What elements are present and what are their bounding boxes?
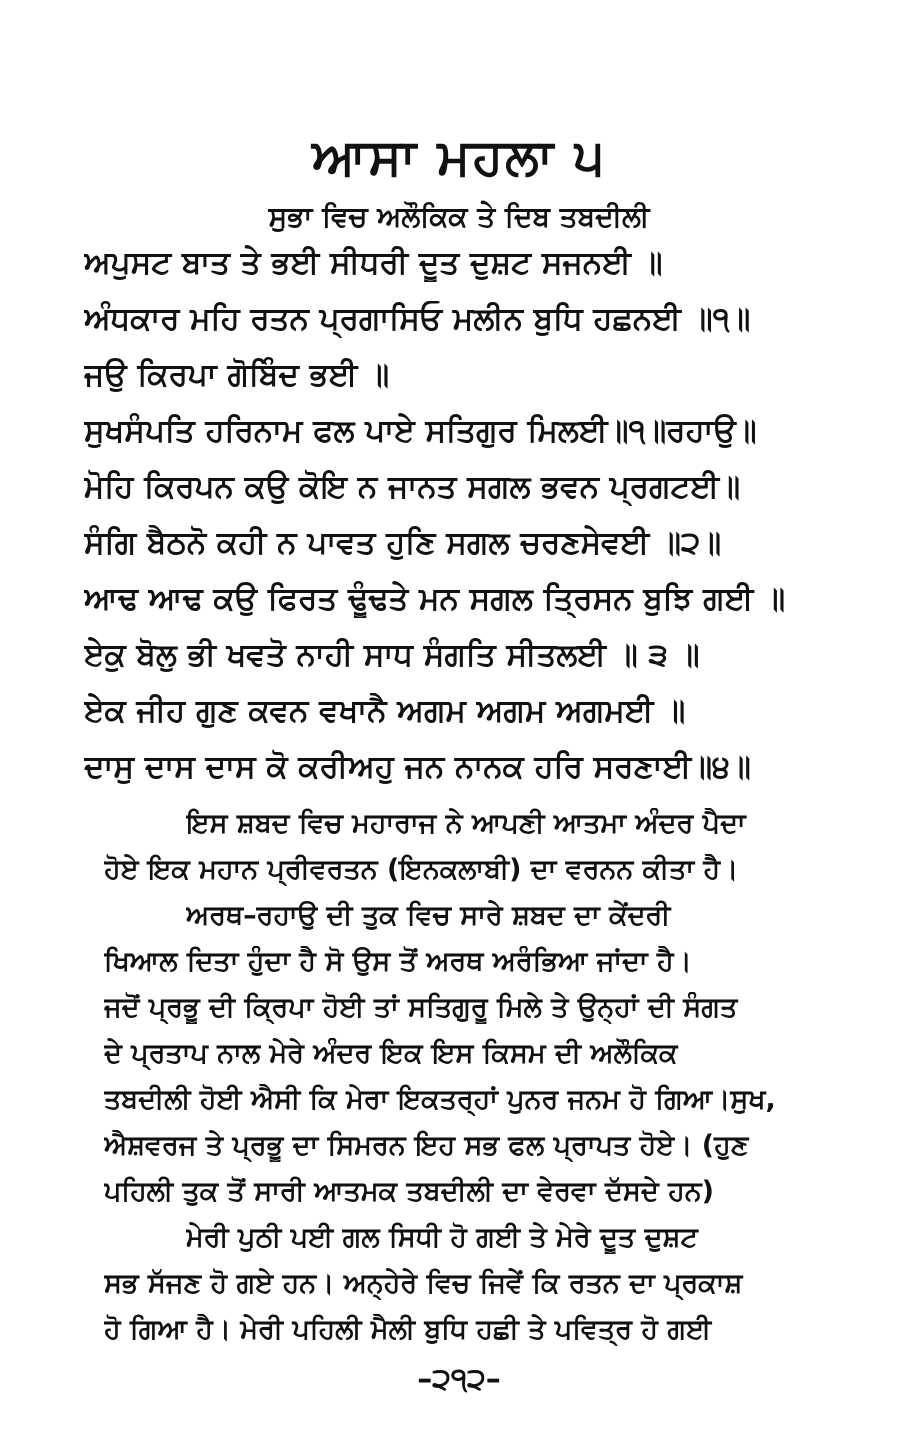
commentary-line: ਮੇਰੀ ਪੁਠੀ ਪਈ ਗਲ ਸਿਧੀ ਹੋ ਗਈ ਤੇ ਮੇਰੇ ਦੂਤ ਦੁਸ਼ਟ: [186, 1222, 698, 1253]
verse-line: ਆਢ ਆਢ ਕਉ ਫਿਰਤ ਢੂੰਢਤੇ ਮਨ ਸਗਲ ਤ੍ਰਿਸਨ ਬੁਝਿ ਗਈ ॥: [84, 581, 786, 617]
verse-line: ਅੰਧਕਾਰ ਮਹਿ ਰਤਨ ਪ੍ਰਗਾਸਿਓ ਮਲੀਨ ਬੁਧਿ ਹਛਨਈ ॥੧॥: [84, 301, 751, 337]
commentary-line: ਹੋ ਗਿਆ ਹੈ। ਮੇਰੀ ਪਹਿਲੀ ਮੈਲੀ ਬੁਧਿ ਹਛੀ ਤੇ ਪਵਿਤ੍ਰ ਹੋ ਗਈ: [104, 1314, 712, 1345]
commentary-line: ਜਦੋਂ ਪ੍ਰਭੂ ਦੀ ਕ੍ਰਿਪਾ ਹੋਈ ਤਾਂ ਸਤਿਗੁਰੂ ਮਿਲੇ ਤੇ ਉਨ੍ਹਾਂ ਦੀ ਸੰਗਤ: [104, 992, 738, 1023]
commentary-line: ਖਿਆਲ ਦਿਤਾ ਹੁੰਦਾ ਹੈ ਸੋ ਉਸ ਤੋਂ ਅਰਥ ਅਰੰਭਿਆ ਜਾਂਦਾ ਹੈ।: [104, 946, 692, 977]
commentary-line: ਹੋਏ ਇਕ ਮਹਾਨ ਪ੍ਰੀਵਰਤਨ (ਇਨਕਲਾਬੀ) ਦਾ ਵਰਨਨ ਕੀਤਾ ਹੈ।: [104, 854, 739, 885]
page-number: –੨੧੨–: [417, 1362, 501, 1397]
commentary-line: ਇਸ ਸ਼ਬਦ ਵਿਚ ਮਹਾਰਾਜ ਨੇ ਆਪਣੀ ਆਤਮਾ ਅੰਦਰ ਪੈਦਾ: [186, 808, 746, 839]
commentary-line: ਐਸ਼ਵਰਜ ਤੇ ਪ੍ਰਭੂ ਦਾ ਸਿਮਰਨ ਇਹ ਸਭ ਫਲ ਪ੍ਰਾਪਤ ਹੋਏ। (ਹੁਣ: [104, 1130, 749, 1161]
verse-line: ਜਉ ਕਿਰਪਾ ਗੋਬਿੰਦ ਭਈ ॥: [84, 357, 390, 393]
verse-line: ਅਪੁਸਟ ਬਾਤ ਤੇ ਭਈ ਸੀਧਰੀ ਦੂਤ ਦੁਸ਼ਟ ਸਜਨਈ ॥: [84, 245, 663, 281]
page-subtitle: ਸੁਭਾ ਵਿਚ ਅਲੌਕਿਕ ਤੇ ਦਿਬ ਤਬਦੀਲੀ: [268, 200, 650, 233]
page-title: ਆਸਾ ਮਹਲਾ ੫: [312, 128, 606, 186]
verse-line: ਏਕੁ ਬੋਲੁ ਭੀ ਖਵਤੋ ਨਾਹੀ ਸਾਧ ਸੰਗਤਿ ਸੀਤਲਈ ॥ ੩ ॥: [84, 637, 700, 673]
commentary-line: ਸਭ ਸੱਜਣ ਹੋ ਗਏ ਹਨ। ਅਨ੍ਹੇਰੇ ਵਿਚ ਜਿਵੇਂ ਕਿ ਰਤਨ ਦਾ ਪ੍ਰਕਾਸ਼: [104, 1268, 743, 1299]
verse-line: ਦਾਸੁ ਦਾਸ ਦਾਸ ਕੋ ਕਰੀਅਹੁ ਜਨ ਨਾਨਕ ਹਰਿ ਸਰਣਾਈ॥੪॥: [84, 749, 751, 785]
verse-line: ਮੋਹਿ ਕਿਰਪਨ ਕਉ ਕੋਇ ਨ ਜਾਨਤ ਸਗਲ ਭਵਨ ਪ੍ਰਗਟਈ॥: [84, 469, 741, 505]
commentary-line: ਦੇ ਪ੍ਰਤਾਪ ਨਾਲ ਮੇਰੇ ਅੰਦਰ ਇਕ ਇਸ ਕਿਸਮ ਦੀ ਅਲੌਕਿਕ: [104, 1038, 678, 1069]
verse-line: ਏਕ ਜੀਹ ਗੁਣ ਕਵਨ ਵਖਾਨੈ ਅਗਮ ਅਗਮ ਅਗਮਈ ॥: [84, 693, 686, 729]
commentary-line: ਤਬਦੀਲੀ ਹੋਈ ਐਸੀ ਕਿ ਮੇਰਾ ਇਕਤਰ੍ਹਾਂ ਪੁਨਰ ਜਨਮ ਹੋ ਗਿਆ।ਸੁਖ,: [104, 1084, 776, 1115]
commentary-line: ਪਹਿਲੀ ਤੁਕ ਤੋਂ ਸਾਰੀ ਆਤਮਕ ਤਬਦੀਲੀ ਦਾ ਵੇਰਵਾ ਦੱਸਦੇ ਹਨ): [104, 1176, 714, 1207]
verse-line: ਸੰਗਿ ਬੈਠਨੋ ਕਹੀ ਨ ਪਾਵਤ ਹੁਣਿ ਸਗਲ ਚਰਣਸੇਵਈ ॥੨॥: [84, 525, 722, 561]
commentary-line: ਅਰਥ–ਰਹਾਉ ਦੀ ਤੁਕ ਵਿਚ ਸਾਰੇ ਸ਼ਬਦ ਦਾ ਕੇਂਦਰੀ: [186, 900, 671, 931]
verse-line: ਸੁਖਸੰਪਤਿ ਹਰਿਨਾਮ ਫਲ ਪਾਏ ਸਤਿਗੁਰ ਮਿਲਈ॥੧॥ਰਹਾਉ॥: [84, 413, 757, 449]
